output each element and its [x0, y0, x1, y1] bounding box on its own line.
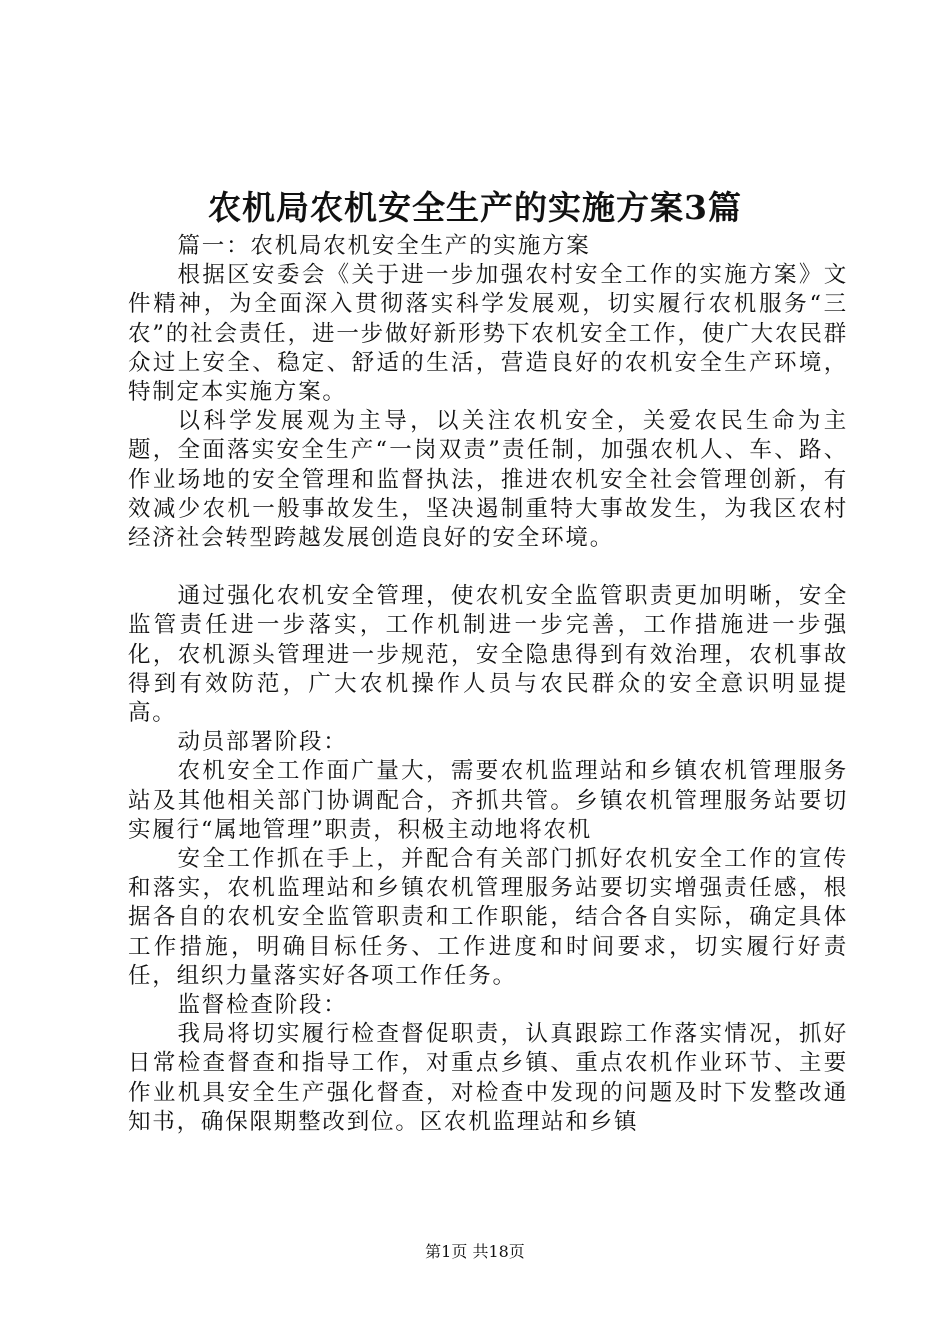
section-heading: 篇一：农机局农机安全生产的实施方案 [177, 233, 591, 259]
body-paragraph: 以科学发展观为主导，以关注农机安全，关爱农民生命为主题，全面落实安全生产“一岗双责”责任制，加强农机人、车、路、作业场地的安全管理和监督执法，推进农机安全社会管理创新，有效减少农机一般事故发生，坚决遏制重特大事故发生，为我区农村经济社会转型跨越发展创造良好的安全环境。 [128, 408, 848, 552]
body-paragraph: 农机安全工作面广量大，需要农机监理站和乡镇农机管理服务站及其他相关部门协调配合，齐抓共管。乡镇农机管理服务站要切实履行“属地管理”职责，积极主动地将农机 [128, 758, 848, 843]
body-paragraph: 安全工作抓在手上，并配合有关部门抓好农机安全工作的宣传和落实，农机监理站和乡镇农机管理服务站要切实增强责任感，根据各自的农机安全监管职责和工作职能，结合各自实际，确定具体工作措施，明确目标任务、工作进度和时间要求，切实履行好责任，组织力量落实好各项工作任务。 [128, 846, 848, 989]
document-title: 农机局农机安全生产的实施方案3篇 [208, 188, 742, 227]
document-body [128, 232, 848, 1137]
body-paragraph: 通过强化农机安全管理，使农机安全监管职责更加明晰，安全监管责任进一步落实，工作机制进一步完善，工作措施进一步强化，农机源头管理进一步规范，安全隐患得到有效治理，农机事故得到有效防范，广大农机操作人员与农民群众的安全意识明显提高。 [128, 583, 848, 727]
paragraph-spacer [128, 553, 848, 582]
stage-heading: 动员部署阶段： [177, 729, 348, 756]
page-footer: 第1页 共18页 [425, 1242, 525, 1261]
body-paragraph: 我局将切实履行检查督促职责，认真跟踪工作落实情况，抓好日常检查督查和指导工作，对重点乡镇、重点农机作业环节、主要作业机具安全生产强化督查，对检查中发现的问题及时下发整改通知书，确保限期整改到位。区农机监理站和乡镇 [128, 1021, 848, 1135]
body-paragraph: 根据区安委会《关于进一步加强农村安全工作的实施方案》文件精神，为全面深入贯彻落实科学发展观，切实履行农机服务“三农”的社会责任，进一步做好新形势下农机安全工作，使广大农民群众过上安全、稳定、舒适的生活，营造良好的农机安全生产环境，特制定本实施方案。 [128, 262, 848, 406]
stage-heading: 监督检查阶段： [177, 992, 348, 1019]
